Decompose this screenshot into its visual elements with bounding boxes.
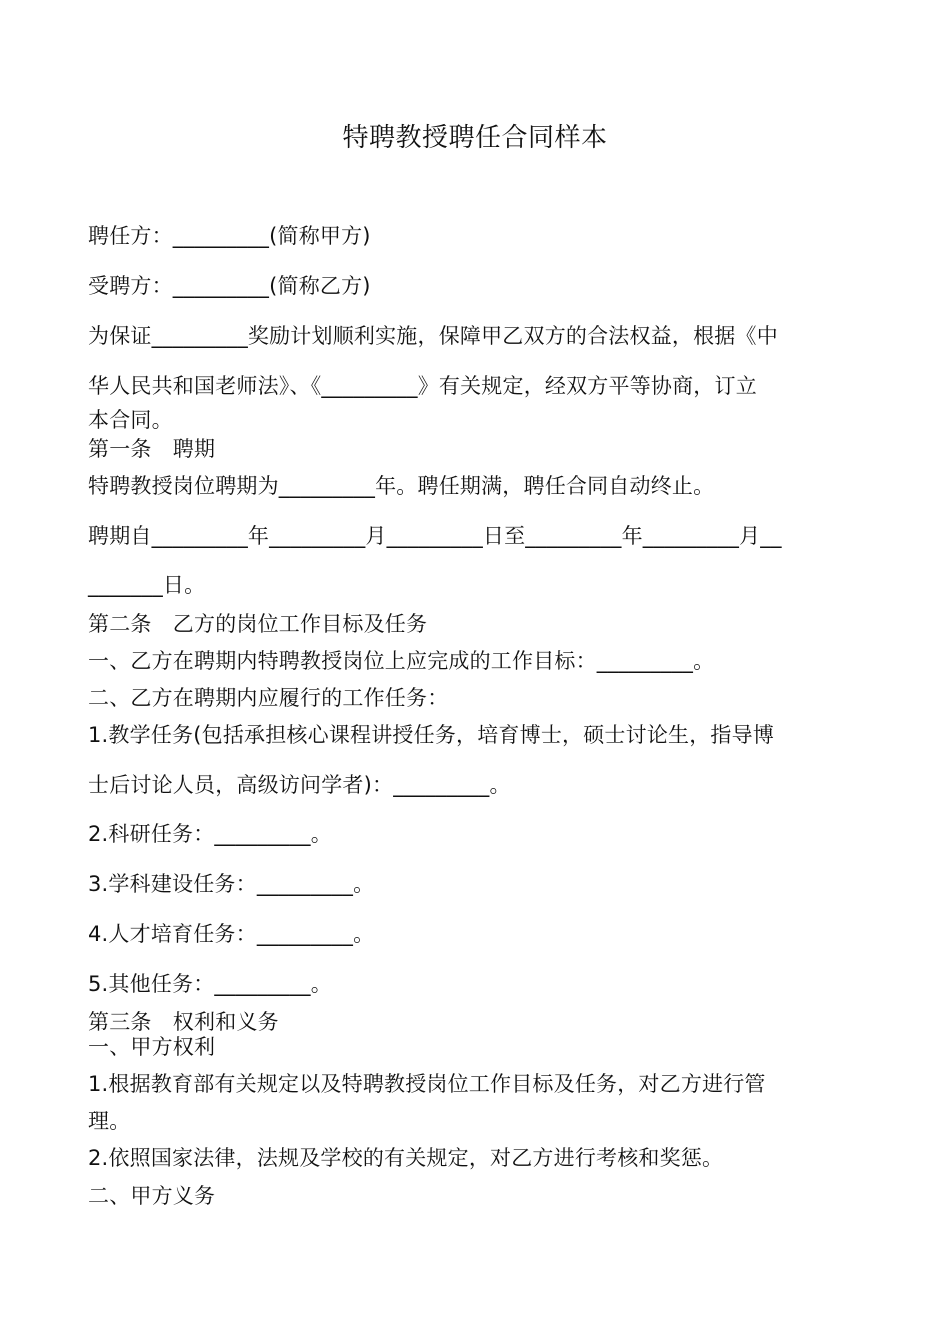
- party-a-right-2: 2.依照国家法律，法规及学校的有关规定，对乙方进行考核和奖惩。: [88, 1146, 724, 1170]
- article-1-heading: 第一条 聘期: [88, 437, 216, 461]
- article-2-tasks-heading: 二、乙方在聘期内应履行的工作任务：: [88, 686, 449, 710]
- article-1-period-line-1: 聘期自_________年_________月_________日至_________年_________月__: [88, 524, 782, 548]
- document-title: 特聘教授聘任合同样本: [342, 123, 608, 153]
- article-3-heading: 第三条 权利和义务: [88, 1010, 279, 1034]
- talent-task: 4.人才培育任务：_________。: [88, 922, 375, 946]
- preamble-line-2: 华人民共和国老师法》、《_________》有关规定，经双方平等协商，订立: [88, 374, 757, 398]
- article-2-goals: 一、乙方在聘期内特聘教授岗位上应完成的工作目标：_________。: [88, 649, 715, 673]
- employee-line: 受聘方：_________(简称乙方): [88, 274, 371, 298]
- teaching-task-line-2: 士后讨论人员，高级访问学者)：_________。: [88, 773, 511, 797]
- preamble-line-3: 本合同。: [88, 408, 173, 432]
- article-1-term: 特聘教授岗位聘期为_________年。聘任期满，聘任合同自动终止。: [88, 474, 715, 498]
- party-a-right-1-line-2: 理。: [88, 1109, 131, 1133]
- discipline-task: 3.学科建设任务：_________。: [88, 872, 375, 896]
- party-a-right-1-line-1: 1.根据教育部有关规定以及特聘教授岗位工作目标及任务，对乙方进行管: [88, 1072, 766, 1096]
- employer-line: 聘任方：_________(简称甲方): [88, 224, 371, 248]
- preamble-line-1: 为保证_________奖励计划顺利实施，保障甲乙双方的合法权益，根据《中: [88, 324, 778, 348]
- other-task: 5.其他任务：_________。: [88, 972, 332, 996]
- teaching-task-line-1: 1.教学任务(包括承担核心课程讲授任务，培育博士，硕士讨论生，指导博: [88, 723, 775, 747]
- article-2-heading: 第二条 乙方的岗位工作目标及任务: [88, 612, 428, 636]
- party-a-rights-heading: 一、甲方权利: [88, 1035, 216, 1059]
- party-a-duties-heading: 二、甲方义务: [88, 1184, 216, 1208]
- article-1-period-line-2: _______日。: [88, 573, 206, 597]
- research-task: 2.科研任务：_________。: [88, 822, 332, 846]
